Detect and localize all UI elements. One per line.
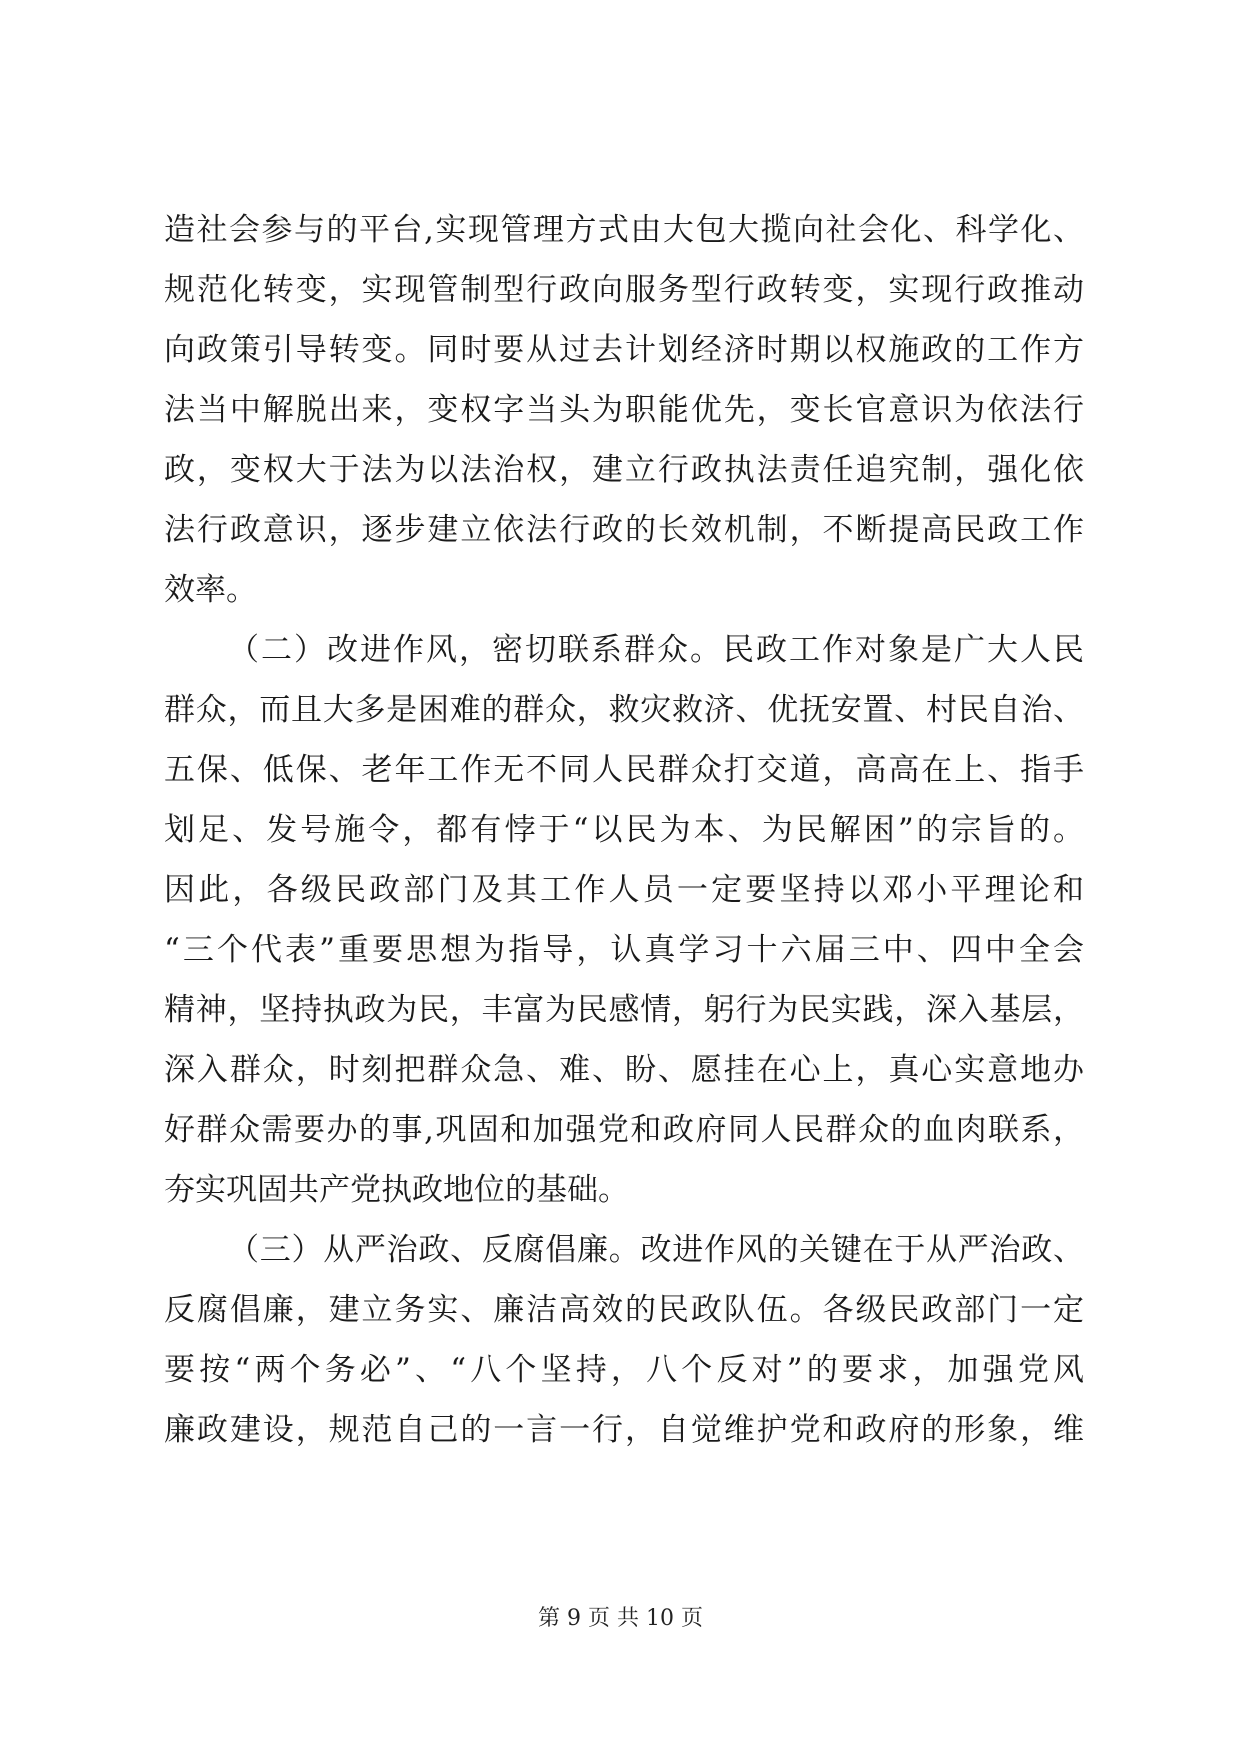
line-text: （二）改进作风，密切联系群众。民政工作对象是广大人民	[228, 632, 1084, 668]
line-text: 因此，各级民政部门及其工作人员一定要坚持以邓小平理论和	[164, 872, 1084, 908]
text-line	[164, 260, 1084, 320]
line-text: 群众，而且大多是困难的群众，救灾救济、优抚安置、村民自治、	[164, 692, 1084, 728]
text-line	[164, 1160, 1084, 1220]
line-text: 向政策引导转变。同时要从过去计划经济时期以权施政的工作方	[164, 332, 1084, 368]
line-text: 政，变权大于法为以法治权，建立行政执法责任追究制，强化依	[164, 452, 1084, 488]
line-text: 精神，坚持执政为民，丰富为民感情，躬行为民实践，深入基层，	[164, 992, 1084, 1028]
line-text: 好群众需要办的事,巩固和加强党和政府同人民群众的血肉联系，	[164, 1112, 1084, 1148]
line-text: 廉政建设，规范自己的一言一行，自觉维护党和政府的形象，维	[164, 1412, 1084, 1448]
text-line	[164, 980, 1084, 1040]
text-line	[164, 560, 1084, 620]
text-line	[164, 1100, 1084, 1160]
line-text: 五保、低保、老年工作无不同人民群众打交道，高高在上、指手	[164, 752, 1084, 788]
text-line	[164, 680, 1084, 740]
text-line	[164, 380, 1084, 440]
page-number-footer: 第 9 页 共 10 页	[538, 1606, 703, 1631]
line-text: （三）从严治政、反腐倡廉。改进作风的关键在于从严治政、	[228, 1232, 1084, 1268]
text-line	[164, 1040, 1084, 1100]
text-line	[164, 1400, 1084, 1460]
body-text	[164, 200, 1084, 1460]
text-line	[164, 800, 1084, 860]
text-line	[164, 500, 1084, 560]
line-text: “三个代表”重要思想为指导，认真学习十六届三中、四中全会	[164, 932, 1084, 968]
line-text: 深入群众，时刻把群众急、难、盼、愿挂在心上，真心实意地办	[164, 1052, 1084, 1088]
text-line	[164, 860, 1084, 920]
text-line	[164, 200, 1084, 260]
paragraph-first-line	[164, 620, 1084, 680]
line-text: 造社会参与的平台,实现管理方式由大包大揽向社会化、科学化、	[164, 212, 1084, 248]
line-text: 法行政意识，逐步建立依法行政的长效机制，不断提高民政工作	[164, 512, 1084, 548]
text-line	[164, 320, 1084, 380]
text-line	[164, 440, 1084, 500]
line-text: 划足、发号施令，都有悖于“以民为本、为民解困”的宗旨的。	[164, 812, 1084, 848]
text-line	[164, 740, 1084, 800]
text-line	[164, 920, 1084, 980]
line-text: 夯实巩固共产党执政地位的基础。	[164, 1172, 629, 1208]
text-line	[164, 1280, 1084, 1340]
text-line	[164, 1340, 1084, 1400]
line-text: 反腐倡廉，建立务实、廉洁高效的民政队伍。各级民政部门一定	[164, 1292, 1084, 1328]
line-text: 要按“两个务必”、“八个坚持，八个反对”的要求，加强党风	[164, 1352, 1084, 1388]
paragraph-first-line	[164, 1220, 1084, 1280]
line-text: 规范化转变，实现管制型行政向服务型行政转变，实现行政推动	[164, 272, 1084, 308]
line-text: 效率。	[164, 572, 257, 608]
line-text: 法当中解脱出来，变权字当头为职能优先，变长官意识为依法行	[164, 392, 1084, 428]
